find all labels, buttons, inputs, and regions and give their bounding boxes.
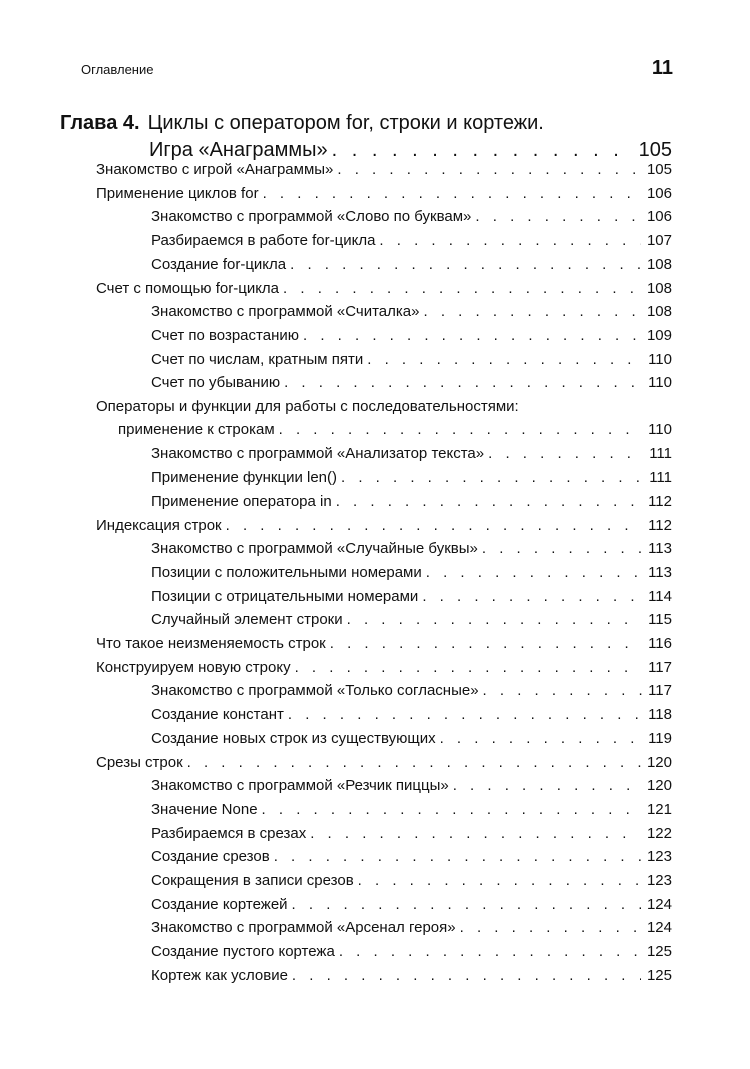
toc-entry-row: [0, 561, 672, 584]
toc-entry: [0, 608, 672, 631]
toc-entry: [0, 253, 672, 276]
toc-entry: [0, 893, 672, 916]
dot-leader: [336, 490, 642, 513]
dot-leader: [453, 774, 641, 797]
toc-entry-page: 116: [648, 635, 672, 652]
toc-entry-title: Счет по убыванию: [151, 374, 281, 392]
toc-entry-row: [0, 608, 672, 631]
toc-entry: [0, 490, 672, 513]
dot-leader: [347, 608, 642, 631]
chapter-page: 105: [638, 139, 672, 161]
toc-entry: [0, 964, 672, 987]
dot-leader: [422, 585, 642, 608]
toc-entry: [0, 229, 672, 252]
toc-entry-row: [0, 418, 672, 441]
toc-entry-title: Срезы строк: [96, 753, 183, 771]
toc-entry-row: [0, 537, 672, 560]
toc-entry-page: 105: [646, 161, 672, 178]
toc-entry-row: [0, 916, 672, 939]
toc-entry: [0, 703, 672, 726]
toc-entry-title: Случайный элемент строки: [151, 611, 343, 629]
toc-entry-page: 122: [646, 824, 672, 842]
toc-entry-page: 106: [646, 184, 672, 202]
toc-entry-row: [0, 798, 672, 821]
toc-entry-title: Создание пустого кортежа: [151, 943, 335, 961]
dot-leader: [339, 940, 641, 963]
toc-entry-title: Сокращения в записи срезов: [151, 872, 354, 889]
toc-entry-row: [0, 348, 672, 371]
toc-entry-page: 123: [646, 872, 672, 889]
dot-leader: [426, 561, 642, 584]
chapter-subtitle: Игра «Анаграммы»: [149, 139, 328, 161]
toc-entry-row: [0, 703, 672, 726]
toc-entry-page: 109: [646, 326, 672, 344]
dot-leader: [310, 822, 641, 845]
toc-entry: [0, 916, 672, 939]
chapter-heading: [60, 110, 672, 164]
toc-entry-title: Создание констант: [151, 706, 284, 724]
toc-entry-row: [0, 466, 672, 489]
toc-entry: [0, 182, 672, 205]
toc-entry-page: 110: [648, 350, 672, 368]
toc-entry-title: Знакомство с программой «Случайные буквы»: [151, 540, 478, 558]
toc-entry: [0, 348, 672, 371]
toc-entry: [0, 371, 672, 394]
dot-leader: [379, 229, 641, 252]
dot-leader: [341, 466, 643, 489]
toc-entry-row: [0, 300, 672, 323]
dot-leader: [337, 158, 641, 181]
toc-entry-row: [0, 893, 672, 916]
toc-entry-title: применение к строкам: [118, 421, 275, 438]
toc-entry: [0, 822, 672, 845]
dot-leader: [358, 869, 641, 892]
toc-entry-page: 111: [649, 469, 672, 487]
toc-entry: [0, 561, 672, 584]
toc-entry-row: [0, 679, 672, 702]
dot-leader: [440, 727, 643, 750]
dot-leader: [460, 916, 641, 939]
dot-leader: [262, 798, 641, 821]
toc-entry: [0, 774, 672, 797]
dot-leader: [292, 964, 641, 987]
toc-entry-row: [0, 964, 672, 987]
toc-entry: [0, 869, 672, 892]
toc-entry-row: [0, 229, 672, 252]
dot-leader: [423, 300, 640, 323]
toc-entry-row: [0, 822, 672, 845]
toc-entry-page: 112: [648, 492, 672, 510]
toc-entry-row: [0, 253, 672, 276]
toc-entry-page: 123: [646, 848, 672, 866]
toc-entry-title: Кортеж как условие: [151, 966, 288, 984]
toc-entry: [0, 442, 672, 465]
toc-entry-title: Применение циклов for: [96, 184, 259, 202]
toc-entry: [0, 845, 672, 868]
toc-entry-title: Знакомство с программой «Анализатор текста»: [151, 445, 485, 463]
dot-leader: [263, 182, 641, 205]
toc-entry-row: [0, 845, 672, 868]
toc-entry-page: 125: [646, 966, 672, 984]
dot-leader: [488, 442, 643, 465]
toc-entry-title: Позиции с отрицательными номерами: [151, 587, 419, 605]
dot-leader: [284, 371, 642, 394]
toc-entry: [0, 537, 672, 560]
toc-entry-row: [0, 395, 672, 418]
toc-entry-row: [0, 585, 672, 608]
toc-entry-title: Создание кортежей: [151, 895, 288, 913]
toc-entry-title: Разбираемся в срезах: [151, 824, 307, 842]
toc-entry-page: 110: [648, 374, 672, 392]
toc-entry-row: [0, 751, 672, 774]
toc-entry-row: [0, 324, 672, 347]
toc-entry-page: 124: [646, 895, 672, 913]
chapter-number: Глава 4.: [60, 112, 140, 134]
dot-leader: [295, 656, 642, 679]
toc-entry-title: Конструируем новую строку: [96, 658, 291, 676]
toc-entry-title: Создание срезов: [151, 848, 270, 866]
dot-leader: [330, 632, 642, 655]
toc-entry-row: [0, 442, 672, 465]
toc-entry-title: Счет по возрастанию: [151, 326, 299, 344]
toc-entry-title: Применение оператора in: [151, 492, 332, 510]
dot-leader: [367, 348, 642, 371]
toc-entry-page: 121: [646, 800, 672, 818]
toc-entry-page: 106: [646, 208, 672, 226]
toc-entry-row: [0, 158, 672, 181]
toc-entry-title: Знакомство с программой «Слово по буквам»: [151, 208, 472, 226]
toc-entry: [0, 585, 672, 608]
toc-entry: [0, 656, 672, 679]
toc-entry-title: Знакомство с программой «Арсенал героя»: [151, 919, 456, 937]
toc-entry-page: 114: [648, 587, 672, 605]
dot-leader: [283, 277, 641, 300]
dot-leader: [288, 703, 642, 726]
toc-entry-title: Знакомство с программой «Резчик пиццы»: [151, 777, 449, 795]
toc-entry-page: 113: [648, 540, 672, 558]
toc-entry: [0, 205, 672, 228]
toc-entry-title: Счет по числам, кратным пяти: [151, 350, 364, 368]
toc-entry: [0, 679, 672, 702]
toc-entry-page: 125: [646, 943, 672, 961]
dot-leader: [483, 679, 643, 702]
toc-entry-title: Создание новых строк из существующих: [151, 729, 436, 747]
toc-entry-page: 115: [648, 611, 672, 629]
toc-entry-page: 111: [649, 445, 672, 463]
toc-entry-title: Значение None: [151, 800, 258, 818]
toc-entry-title: Позиции с положительными номерами: [151, 563, 422, 581]
toc-entry-title: Счет с помощью for-цикла: [96, 279, 280, 297]
toc-entry-row: [0, 205, 672, 228]
toc-entry-title: Знакомство с программой «Считалка»: [151, 303, 420, 321]
toc-entry: [0, 751, 672, 774]
toc-entry-title: Что такое неизменяемость строк: [96, 635, 326, 652]
toc-entry: [0, 632, 672, 655]
toc-entry-title: Применение функции len(): [151, 469, 337, 487]
toc-entry: [0, 395, 672, 441]
toc-entry-page: 113: [648, 563, 672, 581]
toc-entry-title: Операторы и функции для работы с последовательностями:: [96, 398, 519, 415]
toc-entry-page: 120: [646, 777, 672, 795]
toc-entry-row: [0, 371, 672, 394]
toc-entry-row: [0, 656, 672, 679]
toc-entry-page: 119: [648, 729, 672, 747]
toc-entry-row: [0, 727, 672, 750]
toc-entry: [0, 727, 672, 750]
toc-entry-page: 110: [648, 421, 672, 438]
toc-entry: [0, 300, 672, 323]
toc-entry-page: 108: [646, 303, 672, 321]
toc-entry-page: 124: [646, 919, 672, 937]
toc-entry-title: Индексация строк: [96, 516, 222, 534]
toc-entry-row: [0, 632, 672, 655]
page-number: 11: [651, 57, 673, 79]
toc-entry-title: Знакомство с игрой «Анаграммы»: [96, 161, 334, 178]
dot-leader: [187, 751, 641, 774]
toc-entry-page: 108: [646, 255, 672, 273]
toc-entry: [0, 324, 672, 347]
toc-entry-title: Знакомство с программой «Только согласные»: [151, 682, 479, 700]
dot-leader: [274, 845, 641, 868]
toc-entry-row: [0, 182, 672, 205]
toc-entry-page: 107: [646, 232, 672, 250]
toc-entry-row: [0, 277, 672, 300]
toc-entry-title: Разбираемся в работе for-цикла: [151, 232, 376, 250]
dot-leader: [292, 893, 641, 916]
toc-entry-page: 112: [648, 516, 672, 534]
dot-leader: [482, 537, 642, 560]
toc-entry-row: [0, 869, 672, 892]
toc-entry-page: 120: [646, 753, 672, 771]
toc-entry-row: [0, 490, 672, 513]
toc-entry-row: [0, 774, 672, 797]
toc-entry-page: 117: [648, 682, 672, 700]
chapter-title: Циклы с оператором for, строки и кортежи.: [147, 112, 544, 134]
toc-entry-page: 118: [648, 706, 672, 724]
dot-leader: [303, 324, 641, 347]
toc-entry: [0, 514, 672, 537]
chapter-title-line1: [60, 110, 672, 137]
dot-leader: [226, 514, 642, 537]
toc-entry-title: Создание for-цикла: [151, 255, 287, 273]
dot-leader: [290, 253, 641, 276]
dot-leader: [279, 418, 642, 441]
toc-entry-row: [0, 940, 672, 963]
toc-entry-page: 117: [648, 658, 672, 676]
toc-entry: [0, 466, 672, 489]
toc-entry: [0, 798, 672, 821]
toc-entry-page: 108: [646, 279, 672, 297]
running-header-section: Оглавление: [81, 62, 154, 77]
toc-entry: [0, 277, 672, 300]
toc-entry: [0, 940, 672, 963]
dot-leader: [475, 205, 641, 228]
toc-entry: [0, 158, 672, 181]
toc-entry-row: [0, 514, 672, 537]
